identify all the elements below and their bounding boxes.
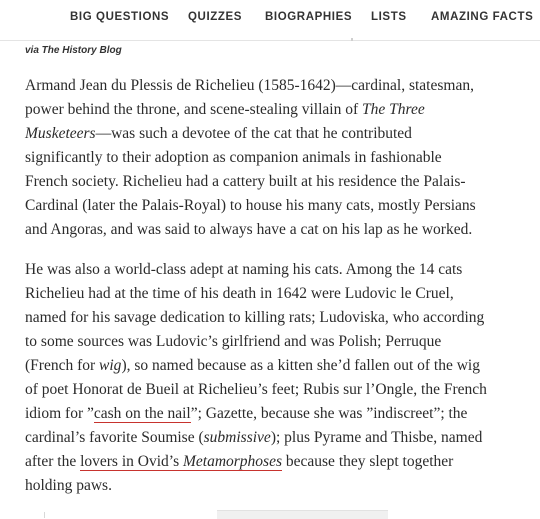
text-line xyxy=(25,98,525,122)
text-run: ), so named because as a kitten she’d fallen out of the wig xyxy=(121,357,480,374)
italic-term: wig xyxy=(99,357,122,374)
text-line xyxy=(25,450,525,474)
text-run: (French for xyxy=(25,357,100,374)
text-run: ”; Gazette, because she was ”indiscreet”; the xyxy=(190,405,468,422)
book-title: The Three xyxy=(362,101,425,118)
text-line xyxy=(25,402,525,426)
text-line xyxy=(25,122,525,146)
nav-big-questions[interactable]: BIG QUESTIONS xyxy=(70,11,170,23)
text-line: Richelieu had at the time of his death in 1642 were Ludovic le Cruel, xyxy=(25,285,454,302)
cash-on-the-nail-link[interactable]: cash on the nail xyxy=(93,405,191,422)
nav-lists[interactable]: LISTS xyxy=(371,11,407,23)
italic-term: submissive xyxy=(203,429,271,446)
nav-quizzes[interactable]: QUIZZES xyxy=(188,11,243,23)
text-line: Armand Jean du Plessis de Richelieu (1585-1642)—cardinal, statesman, xyxy=(25,77,474,94)
text-line: and Angoras, and was said to always have a cat on his lap as he worked. xyxy=(25,221,473,238)
text-line: significantly to their adoption as companion animals in fashionable xyxy=(25,149,442,166)
top-navigation xyxy=(0,0,540,41)
nav-divider-mark xyxy=(351,38,353,41)
text-line: French society. Richelieu had a cattery built at his residence the Palais- xyxy=(25,173,466,190)
nav-amazing-facts[interactable]: AMAZING FACTS xyxy=(431,11,534,23)
image-credit: via The History Blog xyxy=(25,45,122,56)
lovers-in-ovids-metamorphoses-link[interactable] xyxy=(80,453,282,471)
text-run: cardinal’s favorite Soumise ( xyxy=(25,429,204,446)
text-line xyxy=(25,354,525,378)
text-line: Cardinal (later the Palais-Royal) to house his many cats, mostly Persians xyxy=(25,197,476,214)
text-run: power behind the throne, and scene-stealing villain of xyxy=(25,101,363,118)
text-line: named for his savage dedication to killing rats; Ludoviska, who according xyxy=(25,309,485,326)
text-run: —was such a devotee of the cat that he contributed xyxy=(95,125,412,142)
link-text: lovers in Ovid’s xyxy=(80,453,183,470)
nav-biographies[interactable]: BIOGRAPHIES xyxy=(265,11,353,23)
paragraph-richelieu-intro xyxy=(25,74,525,242)
text-line: holding paws. xyxy=(25,477,112,494)
text-line xyxy=(25,426,525,450)
text-line: to some sources was Ludovic’s girlfriend and was Polish; Perruque xyxy=(25,333,442,350)
text-line: of poet Honorat de Bueil at Richelieu’s feet; Rubis sur l’Ongle, the French xyxy=(25,381,487,398)
text-run: because they slept together xyxy=(282,453,454,470)
paragraph-cat-names xyxy=(25,258,525,498)
text-line: He was also a world-class adept at naming his cats. Among the 14 cats xyxy=(25,261,463,278)
text-run: after the xyxy=(25,453,81,470)
book-title: Musketeers xyxy=(25,125,96,142)
text-run: ); plus Pyrame and Thisbe, named xyxy=(270,429,483,446)
article-body xyxy=(25,74,525,498)
book-title: Metamorphoses xyxy=(182,453,283,470)
text-run: idiom for ” xyxy=(25,405,94,422)
divider-mark xyxy=(44,512,45,518)
